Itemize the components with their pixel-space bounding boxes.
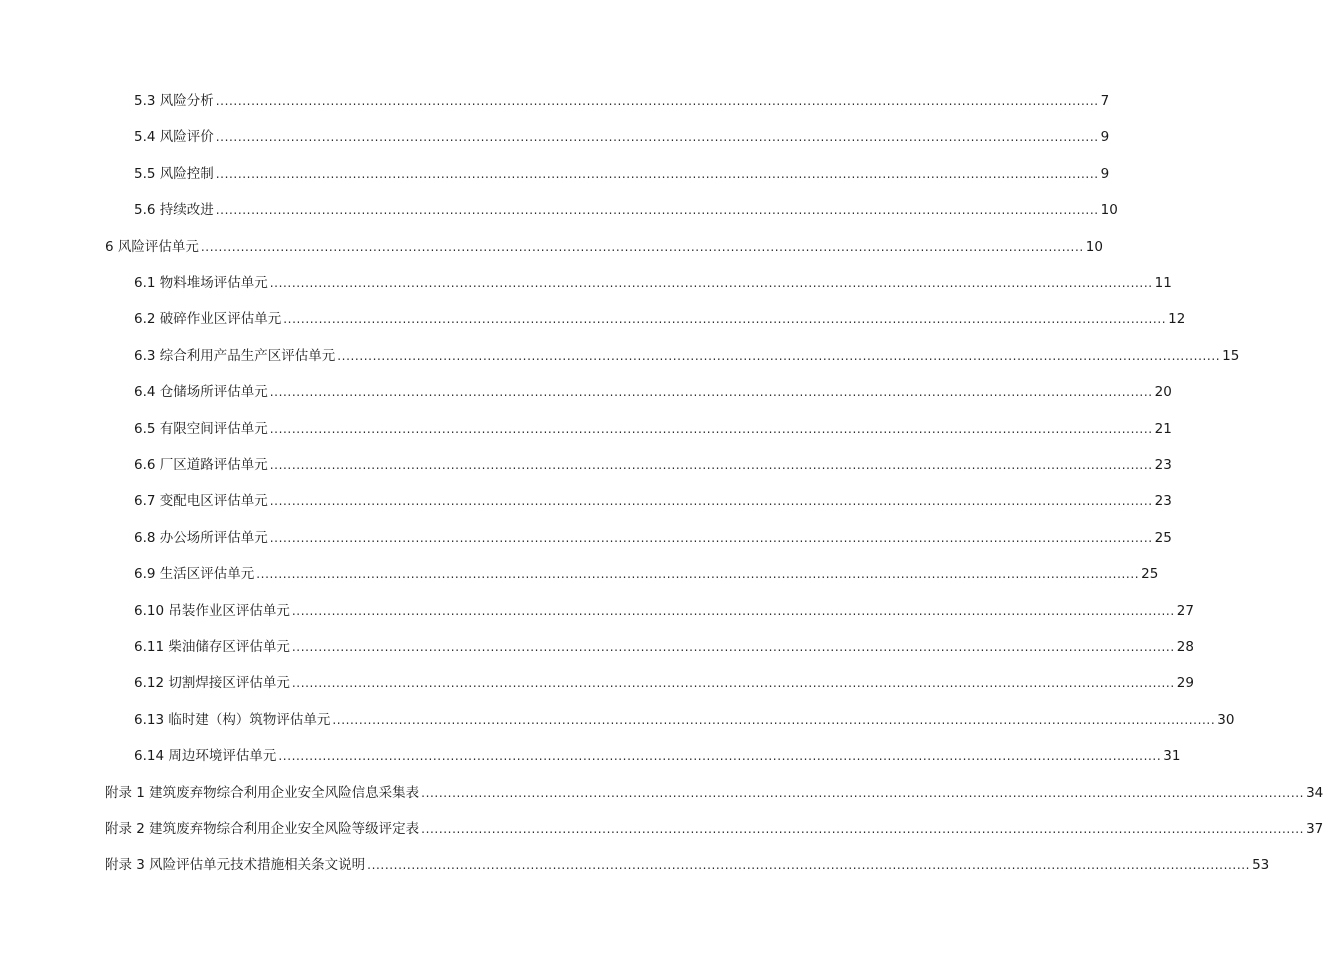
toc-entry-page-number: 12 — [1168, 311, 1186, 328]
toc-entry[interactable] — [134, 452, 1172, 478]
toc-entry-page-number: 7 — [1100, 93, 1110, 109]
toc-entry-page-number: 9 — [1100, 165, 1110, 182]
toc-dot-leader: ........................................................................................................................................................................................................ — [269, 458, 1153, 472]
toc-entry-title: 6.9 生活区评估单元 — [134, 566, 255, 583]
toc-entry-title: 6.2 破碎作业区评估单元 — [134, 311, 282, 328]
toc-dot-leader: ........................................................................................................................................................................................................ — [291, 676, 1175, 691]
toc-entry[interactable] — [134, 270, 1172, 296]
toc-entry[interactable] — [134, 525, 1172, 551]
toc-entry-title: 6.12 切割焊接区评估单元 — [134, 675, 290, 692]
toc-dot-leader: ........................................................................................................................................................................................................ — [283, 312, 1167, 327]
toc-entry-title: 6.14 周边环境评估单元 — [134, 748, 277, 765]
toc-dot-leader: ........................................................................................................................................................................................................ — [269, 421, 1153, 436]
toc-entry[interactable] — [134, 598, 1194, 624]
toc-entry-title: 6.5 有限空间评估单元 — [134, 420, 268, 437]
toc-entry[interactable] — [105, 234, 1103, 260]
toc-entry[interactable] — [134, 197, 1118, 223]
toc-entry-page-number: 31 — [1163, 748, 1181, 765]
toc-entry[interactable] — [105, 852, 1270, 878]
toc-dot-leader: ........................................................................................................................................................................................................ — [200, 239, 1084, 254]
toc-entry[interactable] — [134, 488, 1172, 514]
toc-entry-page-number: 20 — [1154, 384, 1172, 401]
toc-entry-page-number: 25 — [1154, 529, 1172, 546]
toc-entry-title: 6.11 柴油储存区评估单元 — [134, 639, 290, 655]
toc-entry-page-number: 11 — [1154, 275, 1172, 291]
toc-entry-page-number: 15 — [1222, 347, 1240, 364]
toc-entry-title: 6 风险评估单元 — [105, 238, 199, 255]
toc-dot-leader: ........................................................................................................................................................................................................ — [337, 348, 1221, 363]
toc-dot-leader: ........................................................................................................................................................................................................ — [215, 94, 1099, 108]
toc-entry[interactable] — [134, 124, 1110, 150]
toc-entry-title: 5.6 持续改进 — [134, 202, 214, 219]
toc-entry-page-number: 25 — [1141, 566, 1159, 583]
toc-entry-title: 6.8 办公场所评估单元 — [134, 529, 268, 546]
toc-entry-title: 5.4 风险评价 — [134, 129, 214, 146]
toc-entry-page-number: 30 — [1217, 711, 1235, 728]
toc-dot-leader: ........................................................................................................................................................................................................ — [421, 822, 1305, 836]
toc-dot-leader: ........................................................................................................................................................................................................ — [269, 530, 1153, 545]
toc-entry-title: 6.13 临时建（构）筑物评估单元 — [134, 711, 331, 728]
toc-entry-title: 6.1 物料堆场评估单元 — [134, 275, 268, 291]
toc-entry-page-number: 10 — [1100, 202, 1118, 219]
toc-entry-title: 附录 3 风险评估单元技术措施相关条文说明 — [105, 857, 366, 874]
toc-entry-page-number: 23 — [1154, 457, 1172, 473]
toc-entry-title: 5.5 风险控制 — [134, 165, 214, 182]
toc-entry[interactable] — [134, 707, 1235, 733]
toc-entry[interactable] — [134, 379, 1172, 405]
toc-entry-title: 5.3 风险分析 — [134, 93, 214, 109]
toc-dot-leader: ........................................................................................................................................................................................................ — [421, 785, 1305, 800]
toc-entry[interactable] — [105, 816, 1323, 842]
toc-dot-leader: ........................................................................................................................................................................................................ — [367, 858, 1251, 873]
toc-entry-page-number: 9 — [1100, 129, 1110, 146]
toc-dot-leader: ........................................................................................................................................................................................................ — [256, 567, 1140, 582]
toc-dot-leader: ........................................................................................................................................................................................................ — [269, 494, 1153, 509]
toc-entry[interactable] — [134, 634, 1194, 660]
toc-entry[interactable] — [134, 416, 1172, 442]
toc-entry[interactable] — [134, 670, 1194, 696]
toc-dot-leader: ........................................................................................................................................................................................................ — [215, 130, 1099, 145]
toc-entry-title: 6.6 厂区道路评估单元 — [134, 457, 268, 473]
toc-entry-page-number: 29 — [1176, 675, 1194, 692]
toc-entry-page-number: 27 — [1176, 602, 1194, 619]
toc-dot-leader: ........................................................................................................................................................................................................ — [291, 603, 1175, 618]
toc-entry-page-number: 10 — [1085, 238, 1103, 255]
toc-entry[interactable] — [134, 88, 1110, 114]
toc-entry-title: 6.7 变配电区评估单元 — [134, 493, 268, 510]
toc-dot-leader: ........................................................................................................................................................................................................ — [278, 749, 1162, 764]
toc-entry[interactable] — [134, 743, 1181, 769]
toc-entry-title: 6.4 仓储场所评估单元 — [134, 384, 268, 401]
toc-dot-leader: ........................................................................................................................................................................................................ — [332, 712, 1216, 727]
toc-entry-page-number: 23 — [1154, 493, 1172, 510]
toc-dot-leader: ........................................................................................................................................................................................................ — [215, 203, 1099, 218]
toc-entry[interactable] — [105, 780, 1323, 806]
toc-entry[interactable] — [134, 343, 1240, 369]
toc-entry-page-number: 28 — [1176, 639, 1194, 655]
toc-entry-title: 6.3 综合利用产品生产区评估单元 — [134, 347, 336, 364]
toc-entry-title: 附录 2 建筑废弃物综合利用企业安全风险等级评定表 — [105, 821, 420, 837]
toc-entry[interactable] — [134, 306, 1186, 332]
toc-entry-page-number: 53 — [1252, 857, 1270, 874]
toc-entry[interactable] — [134, 161, 1110, 187]
toc-dot-leader: ........................................................................................................................................................................................................ — [269, 385, 1153, 400]
toc-dot-leader: ........................................................................................................................................................................................................ — [215, 166, 1099, 181]
toc-entry-page-number: 21 — [1154, 420, 1172, 437]
toc-dot-leader: ........................................................................................................................................................................................................ — [291, 640, 1175, 654]
toc-entry[interactable] — [134, 561, 1159, 587]
toc-entry-title: 附录 1 建筑废弃物综合利用企业安全风险信息采集表 — [105, 784, 420, 801]
toc-dot-leader: ........................................................................................................................................................................................................ — [269, 276, 1153, 290]
toc-entry-page-number: 37 — [1306, 821, 1323, 837]
toc-entry-page-number: 34 — [1306, 784, 1323, 801]
toc-entry-title: 6.10 吊装作业区评估单元 — [134, 602, 290, 619]
